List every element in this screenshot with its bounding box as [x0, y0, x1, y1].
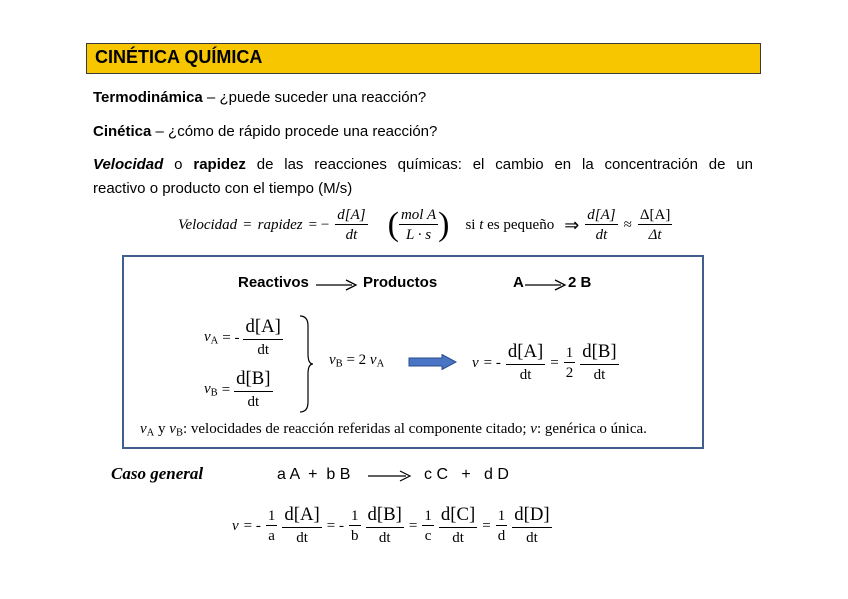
- right-paren: ): [438, 206, 450, 243]
- delta-denominator: Δt: [648, 227, 662, 243]
- vb-equation: [204, 364, 273, 416]
- general-rate-equation: [232, 499, 552, 553]
- reactant-a: A: [513, 274, 524, 291]
- unit-fraction: [399, 207, 438, 244]
- derivative-denominator: dt: [595, 227, 608, 243]
- one-half-fraction: $\frac{1}{2}$: [565, 344, 574, 381]
- unit-numerator: mol A: [399, 207, 438, 226]
- definition-line-2: reactivo o producto con el tiempo (M/s): [93, 180, 353, 197]
- condition-t: t: [479, 216, 484, 233]
- vb-denominator: dt: [247, 394, 260, 411]
- va-numerator: d[A]: [243, 317, 282, 340]
- general-v-symbol: v: [232, 517, 239, 534]
- general-products: c C + d D: [424, 466, 509, 483]
- rate-numerator: d[A]: [335, 207, 367, 226]
- frac-dc: $\frac{d[C]}{dt}$: [440, 504, 476, 547]
- va-equals: = -: [222, 329, 240, 346]
- generic-rate-equation: [472, 337, 619, 389]
- connector-text: o: [163, 156, 194, 173]
- rate-fraction: [335, 207, 367, 244]
- definition-text: de las reacciones químicas: el cambio en la concentración de un: [245, 156, 753, 173]
- frac-da: $\frac{d[A]}{dt}$: [284, 504, 320, 547]
- kinetics-line: [93, 123, 437, 140]
- va-denominator: dt: [257, 342, 270, 359]
- curly-brace-icon: [298, 314, 314, 414]
- general-arrow-icon: [366, 470, 412, 482]
- productos-label: Productos: [363, 274, 438, 291]
- generic-equals: =: [550, 354, 559, 371]
- v-generic-symbol: v: [472, 354, 479, 371]
- rapidez-symbol: rapidez: [257, 216, 303, 233]
- vb-fraction: [234, 369, 272, 410]
- frac-dd: $\frac{d[D]}{dt}$: [514, 504, 550, 547]
- title-bar: [86, 43, 761, 74]
- general-reactants: a A + b B: [277, 466, 351, 483]
- general-eq3: =: [408, 517, 418, 534]
- unit-denominator: L · s: [405, 227, 432, 243]
- vb-equals: =: [221, 381, 231, 398]
- equals-minus: = −: [308, 216, 330, 233]
- delta-numerator: Δ[A]: [638, 207, 672, 226]
- rapidez-term: rapidez: [193, 156, 246, 173]
- derivative-fraction: [585, 207, 617, 244]
- general-eq2: = -: [326, 517, 345, 534]
- definition-line-1: [93, 156, 753, 173]
- product-2b: 2 B: [568, 274, 592, 291]
- va-fraction: [243, 317, 282, 358]
- approx-sign: ≈: [623, 216, 632, 233]
- kinetics-text: – ¿cómo de rápido procede una reacción?: [151, 123, 438, 140]
- general-case-label: Caso general: [111, 464, 204, 483]
- left-paren: (: [387, 206, 399, 243]
- velocidad-symbol: Velocidad: [178, 216, 238, 233]
- equals-sign: =: [243, 216, 252, 233]
- frac-1-c: $\frac{1}{c}$: [424, 507, 432, 544]
- reaction-arrow-icon: [316, 279, 358, 291]
- generic-da-fraction: $\frac{d[A]}{dt}$: [507, 341, 544, 384]
- general-eq1: = -: [243, 517, 261, 534]
- vb-numerator: d[B]: [234, 369, 272, 392]
- generic-db-fraction: $\frac{d[B]}{dt}$: [582, 341, 617, 384]
- derivative-numerator: d[A]: [585, 207, 617, 226]
- thermodynamics-line: [93, 89, 426, 106]
- vb-symbol: $v_B$: [204, 381, 218, 399]
- condition-suffix: es pequeño: [483, 216, 555, 233]
- implies-arrow: ⇒: [564, 214, 580, 235]
- general-eq4: =: [482, 517, 491, 534]
- example-box: [122, 255, 704, 449]
- unit-group: [388, 207, 450, 244]
- velocidad-term: Velocidad: [93, 156, 164, 173]
- delta-fraction: [638, 207, 672, 244]
- va-symbol: $v_A$: [204, 329, 219, 347]
- thermodynamics-text: – ¿puede suceder una reacción?: [202, 89, 427, 106]
- condition-text: [465, 217, 554, 234]
- va-equation: [204, 312, 283, 364]
- frac-1-a: $\frac{1}{a}$: [267, 507, 276, 544]
- generic-equals-minus: = -: [483, 354, 501, 371]
- reactivos-label: Reactivos: [238, 274, 309, 291]
- box-note: $v_A$ y $v_B$: velocidades de reacción referidas al componente citado; v: genérica o única.: [140, 421, 647, 439]
- frac-db: $\frac{d[B]}{dt}$: [367, 504, 402, 547]
- frac-1-b: $\frac{1}{b}$: [351, 507, 359, 544]
- rate-formula: [178, 205, 672, 245]
- thermodynamics-term: Termodinámica: [93, 89, 203, 106]
- reaction-arrow-icon-2: [525, 279, 567, 291]
- page-title: CINÉTICA QUÍMICA: [95, 47, 263, 67]
- blue-arrow-icon: [408, 354, 458, 370]
- condition-prefix: si: [465, 216, 480, 233]
- frac-1-d: $\frac{1}{d}$: [497, 507, 506, 544]
- kinetics-term: Cinética: [93, 123, 152, 140]
- rate-denominator: dt: [345, 227, 358, 243]
- vb-relation: $v_B = 2$ $v_A$: [329, 352, 385, 370]
